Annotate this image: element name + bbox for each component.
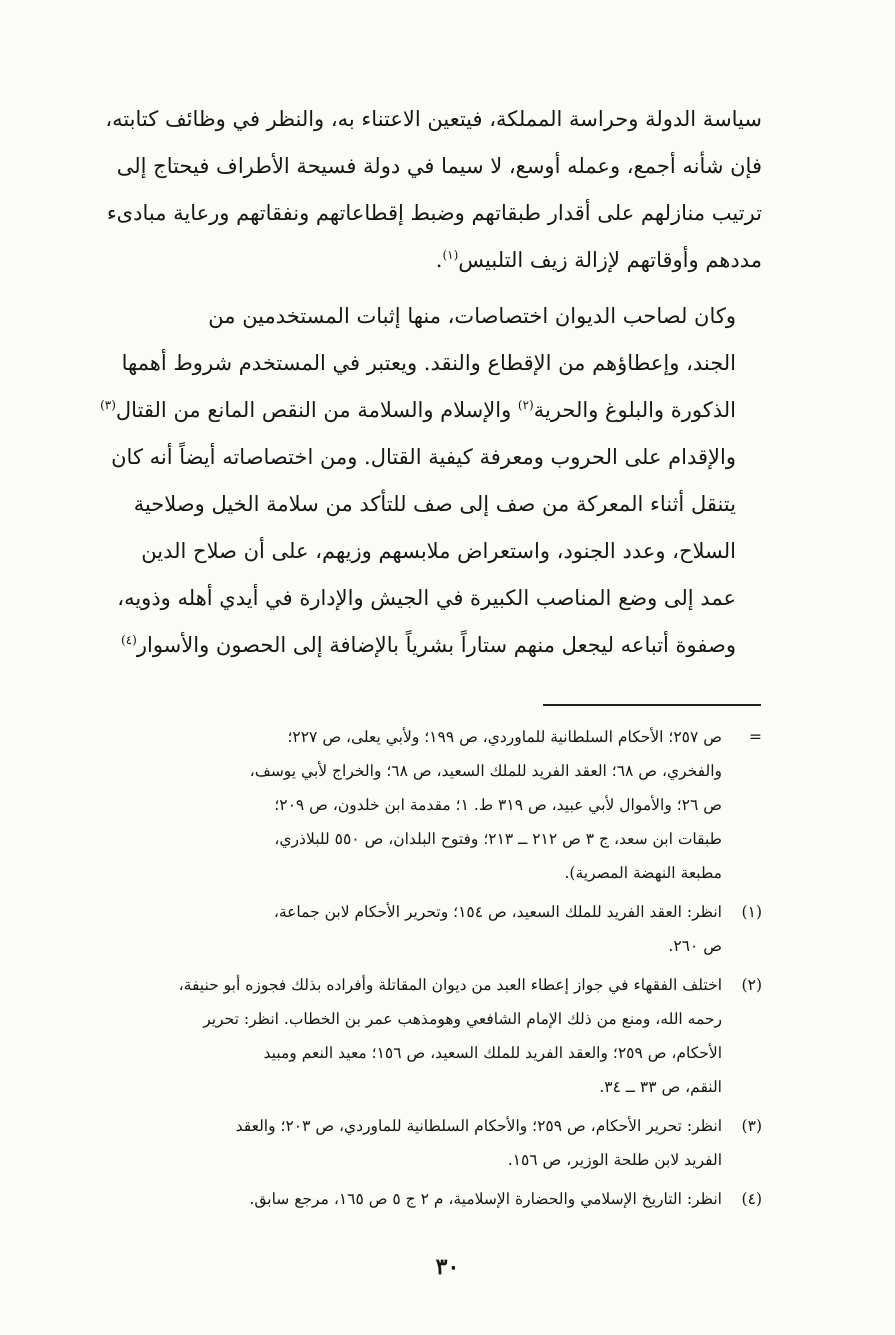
footnote-line: الأحكام، ص ٢٥٩؛ والعقد الفريد للملك السعيد، ص ١٥٦؛ معيد النعم ومبيد bbox=[263, 1044, 722, 1062]
footnote-line: مطبعة النهضة المصرية). bbox=[564, 864, 722, 882]
paragraph-1 bbox=[62, 96, 762, 284]
text-run: الذكورة والبلوغ والحرية bbox=[533, 398, 736, 422]
text-run: . bbox=[435, 248, 443, 272]
text-run: وصفوة أتباعه ليجعل منهم ستاراً بشرياً بالإضافة إلى الحصون والأسوار bbox=[136, 633, 736, 657]
text-line-last bbox=[62, 622, 762, 669]
footnote-line: ص ٢٦٠. bbox=[668, 937, 722, 955]
footnote-line: انظر: التاريخ الإسلامي والحضارة الإسلامية، م ٢ ج ٥ ص ١٦٥، مرجع سابق. bbox=[249, 1190, 722, 1208]
text-line-with-refs bbox=[62, 387, 762, 434]
footnote-line: اختلف الفقهاء في جواز إعطاء العبد من ديوان المقاتلة وأفراده بذلك فجوزه أبو حنيفة، bbox=[178, 976, 722, 994]
footnote-line: النقم، ص ٣٣ ــ ٣٤. bbox=[599, 1078, 722, 1096]
text-run: والإسلام والسلامة من النقص المانع من القتال bbox=[115, 398, 518, 422]
footnote-line: والفخري، ص ٦٨؛ العقد الفريد للملك السعيد، ص ٦٨؛ والخراج لأبي يوسف، bbox=[249, 762, 722, 780]
footnote-continuation bbox=[62, 720, 762, 890]
footnote-marker: = bbox=[749, 728, 762, 746]
text-line: السلاح، وعدد الجنود، واستعراض ملابسهم وزيهم، على أن صلاح الدين bbox=[141, 539, 736, 563]
footnote-3 bbox=[62, 1109, 762, 1177]
footnote-number: (٣) bbox=[741, 1117, 762, 1135]
text-line: وكان لصاحب الديوان اختصاصات، منها إثبات المستخدمين من bbox=[208, 304, 736, 328]
footnote-line: رحمه الله، ومنع من ذلك الإمام الشافعي وهومذهب عمر بن الخطاب. انظر: تحرير bbox=[203, 1010, 722, 1028]
footnote-ref-1[interactable]: (١) bbox=[442, 248, 459, 262]
footnote-1 bbox=[62, 895, 762, 963]
text-line-last bbox=[62, 237, 762, 284]
paragraph-2 bbox=[62, 293, 762, 669]
footnote-line: ص ٢٥٧؛ الأحكام السلطانية للماوردي، ص ١٩٩؛ ولأبي يعلى، ص ٢٢٧؛ bbox=[287, 728, 722, 746]
footnote-line: ص ٢٦؛ والأموال لأبي عبيد، ص ٣١٩ ط. ١؛ مقدمة ابن خلدون، ص ٢٠٩؛ bbox=[274, 796, 722, 814]
text-run: مددهم وأوقاتهم لإزالة زيف التلبيس bbox=[458, 248, 762, 272]
footnote-number: (٤) bbox=[741, 1190, 762, 1208]
footnote-ref-2[interactable]: (٢) bbox=[517, 398, 534, 412]
text-line: الجند، وإعطاؤهم من الإقطاع والنقد. ويعتبر في المستخدم شروط أهمها bbox=[121, 351, 736, 375]
text-line: عمد إلى وضع المناصب الكبيرة في الجيش والإدارة في أيدي أهله وذويه، bbox=[117, 586, 736, 610]
text-line: يتنقل أثناء المعركة من صف إلى صف للتأكد من سلامة الخيل وصلاحية bbox=[133, 492, 736, 516]
text-line: فإن شأنه أجمع، وعمله أوسع، لا سيما في دولة فسيحة الأطراف فيحتاج إلى bbox=[116, 154, 762, 178]
footnote-4 bbox=[62, 1182, 762, 1216]
footnote-ref-4[interactable]: (٤) bbox=[121, 633, 137, 647]
footnote-line: انظر: تحرير الأحكام، ص ٢٥٩؛ والأحكام السلطانية للماوردي، ص ٢٠٣؛ والعقد bbox=[235, 1117, 722, 1135]
footnote-line: الفريد لابن طلحة الوزير، ص ١٥٦. bbox=[507, 1151, 722, 1169]
footnote-separator bbox=[543, 704, 761, 706]
footnote-number: (١) bbox=[741, 903, 762, 921]
footnote-number: (٢) bbox=[741, 976, 762, 994]
text-line: سياسة الدولة وحراسة المملكة، فيتعين الاعتناء به، والنظر في وظائف كتابته، bbox=[105, 107, 762, 131]
main-text bbox=[62, 96, 762, 669]
footnote-line: طبقات ابن سعد، ج ٣ ص ٢١٢ ــ ٢١٣؛ وفتوح البلدان، ص ٥٥٠ للبلاذري، bbox=[274, 830, 722, 848]
footnotes bbox=[62, 720, 762, 1221]
text-line: والإقدام على الحروب ومعرفة كيفية القتال. ومن اختصاصاته أيضاً أنه كان bbox=[111, 445, 736, 469]
page-number: ٣٠ bbox=[435, 1254, 460, 1280]
footnote-ref-3[interactable]: (٣) bbox=[100, 398, 116, 412]
footnote-line: انظر: العقد الفريد للملك السعيد، ص ١٥٤؛ وتحرير الأحكام لابن جماعة، bbox=[273, 903, 722, 921]
text-line: ترتيب منازلهم على أقدار طبقاتهم وضبط إقطاعاتهم ونفقاتهم ورعاية مبادىء bbox=[106, 201, 762, 225]
footnote-2 bbox=[62, 968, 762, 1104]
